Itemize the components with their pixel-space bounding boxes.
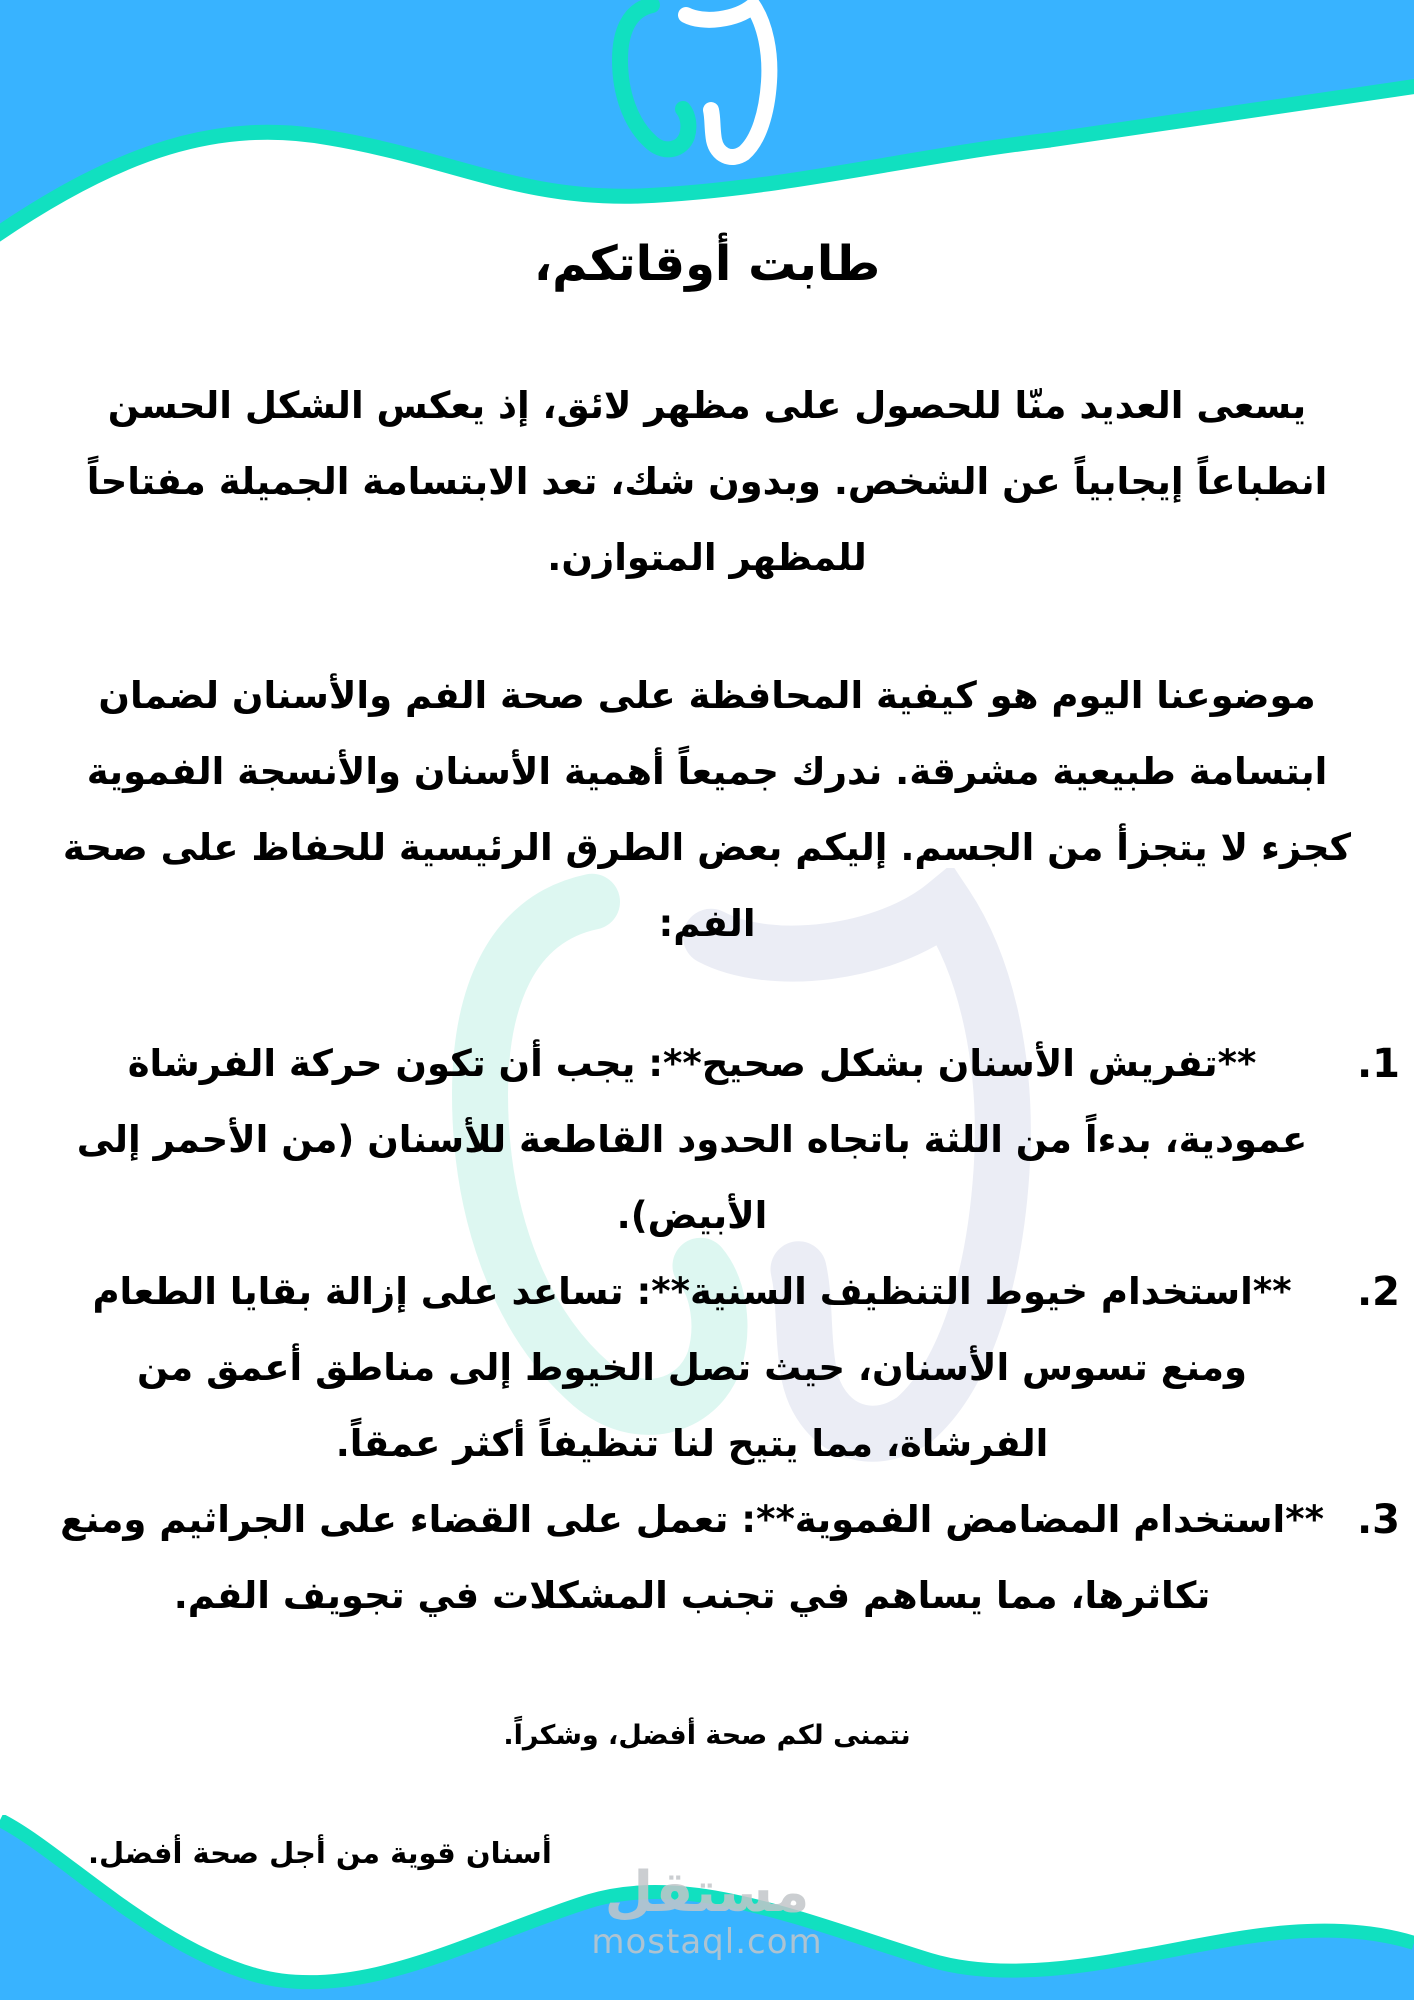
greeting-title: طابت أوقاتكم، (533, 236, 881, 292)
site-watermark (0, 1860, 1414, 1962)
list-item (0, 1482, 1414, 1634)
list-item-text: **استخدام المضامض الفموية**: تعمل على القضاء على الجراثيم ومنع تكاثرها، مما يساهم في تجنب المشكلات في تجويف الفم. (60, 1498, 1324, 1617)
topic-paragraph: موضوعنا اليوم هو كيفية المحافظة على صحة الفم والأسنان لضمان ابتسامة طبيعية مشرقة. ندرك جميعاً أهمية الأسنان والأنسجة الفموية كجزء لا يتجزأ من الجسم. إليكم بعض الطرق الرئيسية للحفاظ على صحة الفم: (62, 674, 1352, 945)
list-item-text: **تفريش الأسنان بشكل صحيح**: يجب أن تكون حركة الفرشاة عمودية، بدءاً من اللثة باتجاه الحدود القاطعة للأسنان (من الأحمر إلى الأبيض). (76, 1042, 1308, 1237)
list-item-number: 3. (1356, 1497, 1400, 1543)
list-item-text: **استخدام خيوط التنظيف السنية**: تساعد على إزالة بقايا الطعام ومنع تسوس الأسنان، حيث تصل الخيوط إلى مناطق أعمق من الفرشاة، مما يتيح لنا تنظيفاً أكثر عمقاً. (92, 1270, 1292, 1465)
footer-slogan: أسنان قوية من أجل صحة أفضل. (88, 1836, 552, 1870)
watermark-domain: mostaql.com (591, 1921, 823, 1962)
list-item (0, 1026, 1414, 1254)
watermark-arabic-logo: مستقل (604, 1860, 810, 1925)
intro-paragraph: يسعى العديد منّا للحصول على مظهر لائق، إذ يعكس الشكل الحسن انطباعاً إيجابياً عن الشخص. وبدون شك، تعد الابتسامة الجميلة مفتاحاً للمظهر المتوازن. (86, 384, 1328, 579)
closing-line: نتمنى لكم صحة أفضل، وشكراً. (503, 1720, 911, 1751)
tips-list (0, 1026, 1414, 1634)
list-item-number: 2. (1356, 1269, 1400, 1315)
list-item (0, 1254, 1414, 1482)
list-item-number: 1. (1356, 1041, 1400, 1087)
